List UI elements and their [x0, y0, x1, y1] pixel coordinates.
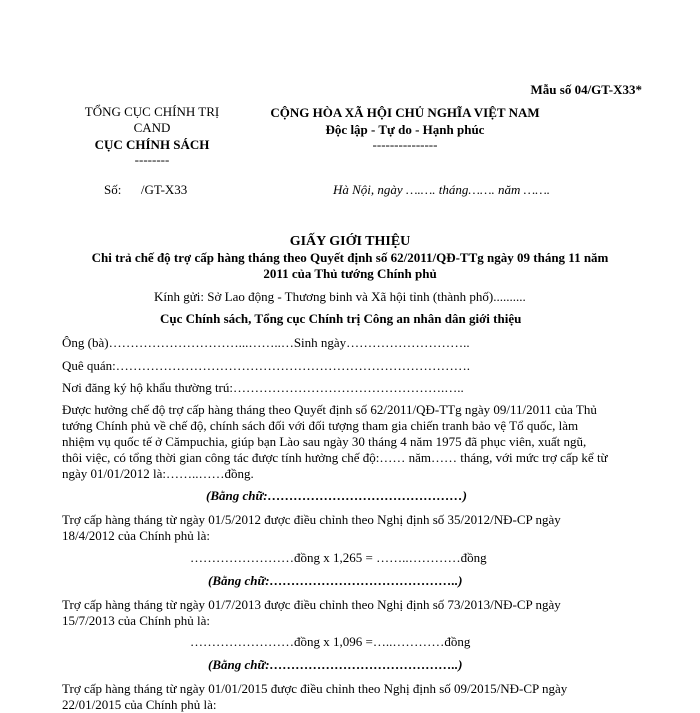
issuer-line2: CAND [133, 120, 171, 135]
issuer-line3: CỤC CHÍNH SÁCH [94, 137, 210, 152]
national-title: CỘNG HÒA XÃ HỘI CHỦ NGHĨA VIỆT NAM [270, 105, 540, 120]
amount-in-words-1: (Bằng chữ:………………………………………) [206, 488, 467, 503]
document-subtitle-line2: 2011 của Thủ tướng Chính phủ [263, 266, 437, 281]
document-subtitle-line1: Chi trả chế độ trợ cấp hàng tháng theo Quyết định số 62/2011/QĐ-TTg ngày 09 tháng 11 năm [91, 250, 609, 265]
para3-line: 15/7/2013 của Chính phủ là: [62, 613, 211, 628]
calculation-2: ……………………đồng x 1,265 = ……..…………đồng [190, 550, 487, 565]
para4-line: 22/01/2015 của Chính phủ là: [62, 697, 217, 712]
introducer: Cục Chính sách, Tổng cục Chính trị Công an nhân dân giới thiệu [160, 311, 522, 326]
field-name-birthdate: Ông (bà)…………………………...……..…Sinh ngày……………………….. [62, 335, 470, 350]
issuer-header [62, 104, 242, 167]
para2-line: Trợ cấp hàng tháng từ ngày 01/5/2012 được điều chỉnh theo Nghị định số 35/2012/NĐ-CP ngày [62, 512, 561, 527]
national-motto: Độc lập - Tự do - Hạnh phúc [325, 122, 485, 137]
para1-line: nhiệm vụ quốc tế ở Cămpuchia, giúp bạn Lào sau ngày 30 tháng 4 năm 1975 đã phục viên, xuất ngũ, [62, 434, 587, 449]
document-title: GIẤY GIỚI THIỆU [289, 234, 411, 249]
para1-line: tướng Chính phủ về chế độ, chính sách đối với đối tượng tham gia chiến tranh bảo vệ Tổ quốc, làm [62, 418, 579, 433]
form-code: Mẫu số 04/GT-X33* [530, 82, 642, 97]
addressee: Kính gửi: Sở Lao động - Thương binh và Xã hội tỉnh (thành phố).......... [154, 289, 526, 304]
issuer-rule: -------- [134, 152, 170, 167]
para1-line: ngày 01/01/2012 là:……..……đồng. [62, 466, 254, 481]
para4-line: Trợ cấp hàng tháng từ ngày 01/01/2015 được điều chỉnh theo Nghị định số 09/2015/NĐ-CP ngày [62, 681, 568, 696]
para1-line: Được hưởng chế độ trợ cấp hàng tháng theo Quyết định số 62/2011/QĐ-TTg ngày 09/11/2011 của Thủ [62, 402, 597, 417]
document-number: Số: /GT-X33 [104, 182, 188, 197]
calculation-3: ……………………đồng x 1,096 =…..…………đồng [190, 634, 471, 649]
amount-in-words-2: (Bằng chữ:……………………………………..) [208, 573, 463, 588]
para2-line: 18/4/2012 của Chính phủ là: [62, 528, 211, 543]
field-hometown: Quê quán:………………………………………………………………………. [62, 358, 471, 373]
issuer-line1: TỔNG CỤC CHÍNH TRỊ [84, 104, 220, 119]
para1-line: thôi việc, có tổng thời gian công tác được tính hưởng chế độ:…… năm…… tháng, với mức trợ cấp kể từ [62, 450, 608, 465]
issue-date: Hà Nội, ngày ….…. tháng……. năm ……. [333, 182, 551, 197]
national-header [240, 104, 570, 152]
national-rule: --------------- [372, 137, 438, 152]
para3-line: Trợ cấp hàng tháng từ ngày 01/7/2013 được điều chỉnh theo Nghị định số 73/2013/NĐ-CP ngày [62, 597, 561, 612]
amount-in-words-3: (Bằng chữ:……………………………………..) [208, 657, 463, 672]
field-residence: Nơi đăng ký hộ khẩu thường trú:………………………………………….….. [62, 380, 464, 395]
